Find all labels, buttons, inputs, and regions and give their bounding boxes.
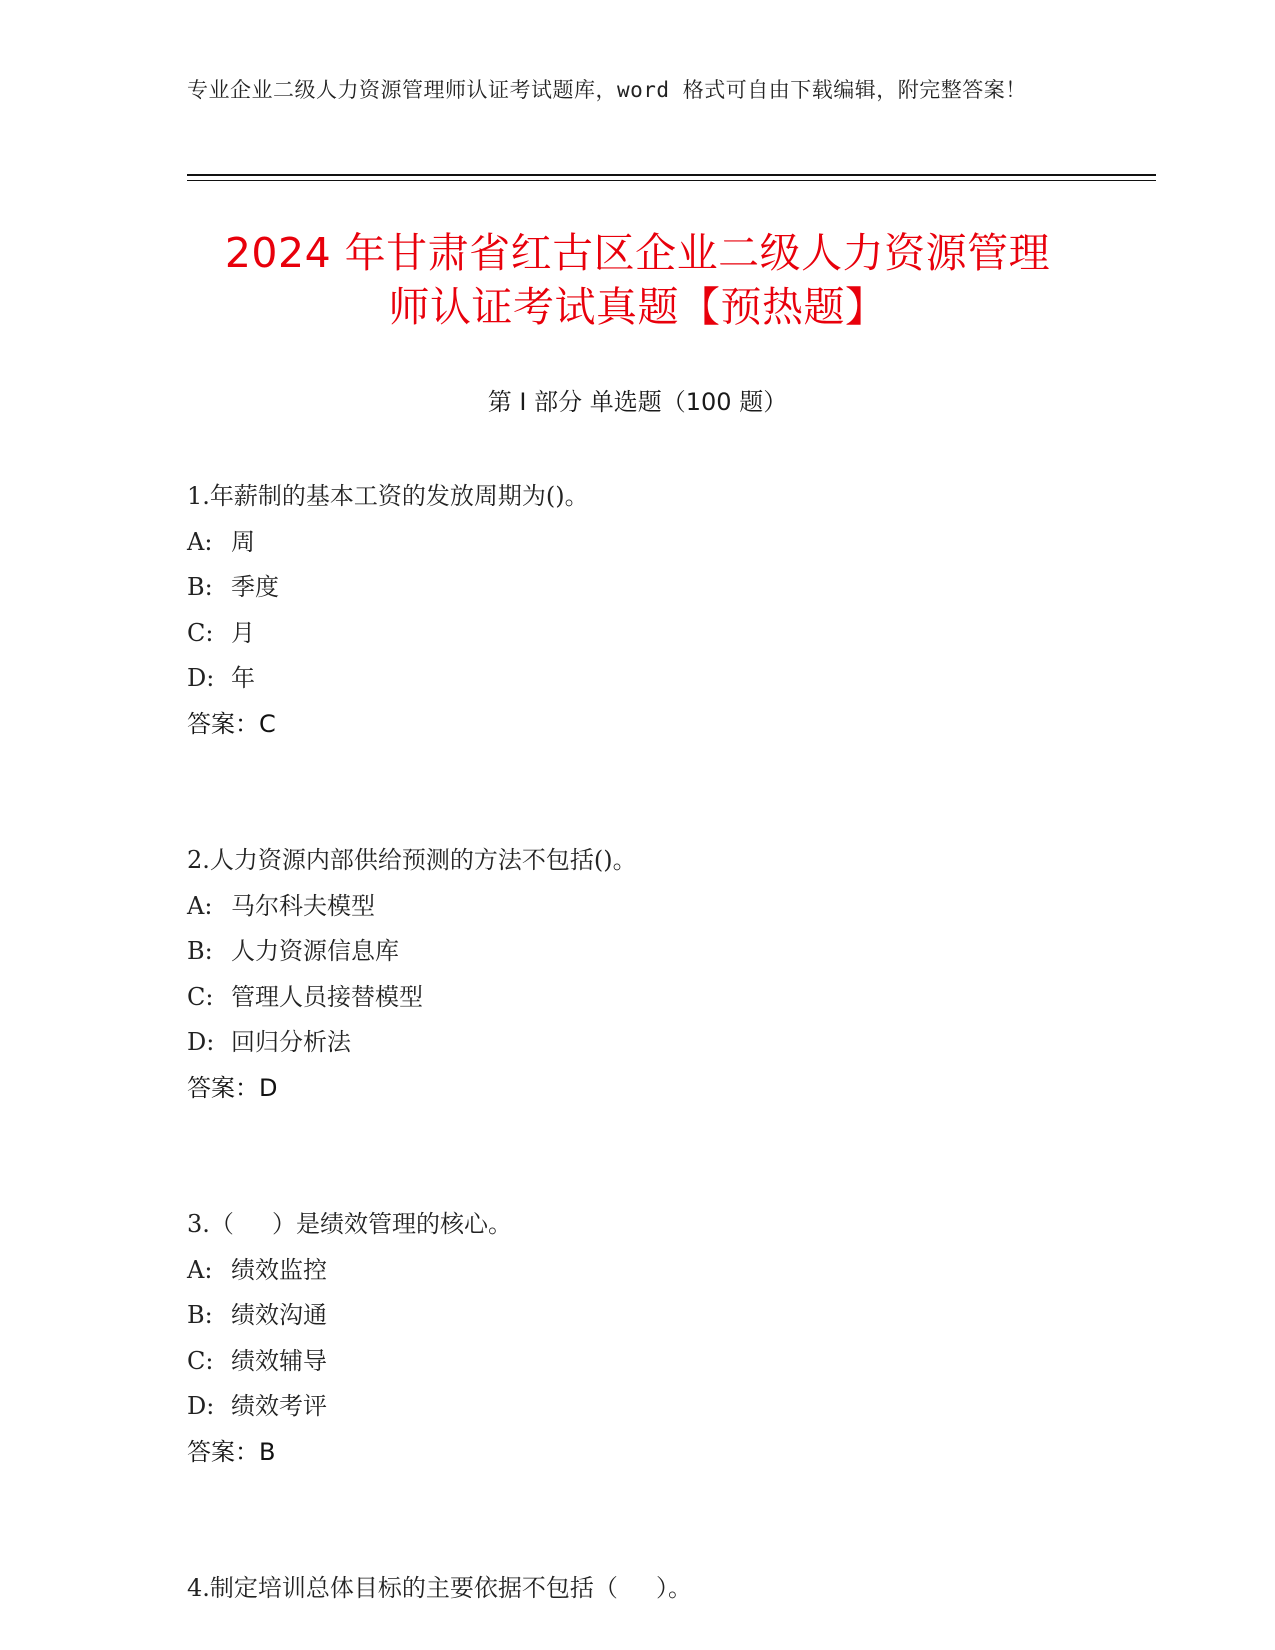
option-d [187,656,1087,702]
title-line-2: 师认证考试真题【预热题】 [388,283,887,331]
question-2 [187,838,1087,1111]
header-rule-thick [187,174,1156,176]
option-text: 年 [231,664,255,692]
option-a [187,884,1087,930]
document-title [180,226,1095,334]
option-text: 回归分析法 [231,1028,351,1056]
option-c [187,975,1087,1021]
answer-value: C [259,709,276,738]
option-c [187,611,1087,657]
question-1 [187,474,1087,747]
header-note: 专业企业二级人力资源管理师认证考试题库，word 格式可自由下载编辑，附完整答案！ [187,78,1027,102]
header-rule-thin [187,180,1156,181]
option-c [187,1339,1087,1385]
option-text: 人力资源信息库 [231,937,399,965]
option-key: C: [187,1346,214,1375]
answer-prefix: 答案： [187,1073,259,1102]
option-key: C: [187,982,214,1011]
question-gap [187,1475,1087,1566]
option-text: 绩效监控 [231,1255,327,1284]
option-b [187,565,1087,611]
option-key: C: [187,618,214,647]
option-key: B: [187,937,213,965]
option-key: B: [187,1301,213,1329]
answer-prefix: 答案： [187,1437,259,1466]
question-stem: 2.人力资源内部供给预测的方法不包括()。 [187,846,637,874]
answer-value: B [259,1437,276,1466]
option-text: 管理人员接替模型 [231,982,423,1011]
option-b [187,929,1087,975]
question-list [187,474,1087,1612]
option-text: 马尔科夫模型 [231,891,375,920]
option-a [187,520,1087,566]
option-key: D: [187,1028,215,1056]
option-b [187,1293,1087,1339]
title-line-1: 2024 年甘肃省红古区企业二级人力资源管理 [224,229,1051,277]
question-gap [187,747,1087,838]
option-text: 绩效沟通 [231,1301,327,1329]
option-key: D: [187,664,215,692]
option-key: A: [187,891,213,920]
option-text: 周 [231,527,255,556]
question-stem: 4.制定培训总体目标的主要依据不包括（ ）。 [187,1574,693,1602]
option-d [187,1384,1087,1430]
section-heading: 第 I 部分 单选题（100 题） [487,388,788,416]
question-4 [187,1566,1087,1612]
answer-line [187,1430,1087,1476]
option-key: A: [187,527,213,556]
answer-value: D [259,1073,278,1102]
answer-prefix: 答案： [187,709,259,738]
option-text: 绩效考评 [231,1392,327,1420]
question-3 [187,1202,1087,1475]
option-d [187,1020,1087,1066]
option-key: B: [187,573,213,601]
option-text: 绩效辅导 [231,1346,327,1375]
question-gap [187,1111,1087,1202]
question-stem: 1.年薪制的基本工资的发放周期为()。 [187,482,589,510]
option-key: A: [187,1255,213,1284]
question-stem: 3.（ ）是绩效管理的核心。 [187,1210,513,1238]
answer-line [187,1066,1087,1112]
answer-line [187,702,1087,748]
option-text: 季度 [231,573,279,601]
option-text: 月 [231,618,255,647]
option-a [187,1248,1087,1294]
option-key: D: [187,1392,215,1420]
